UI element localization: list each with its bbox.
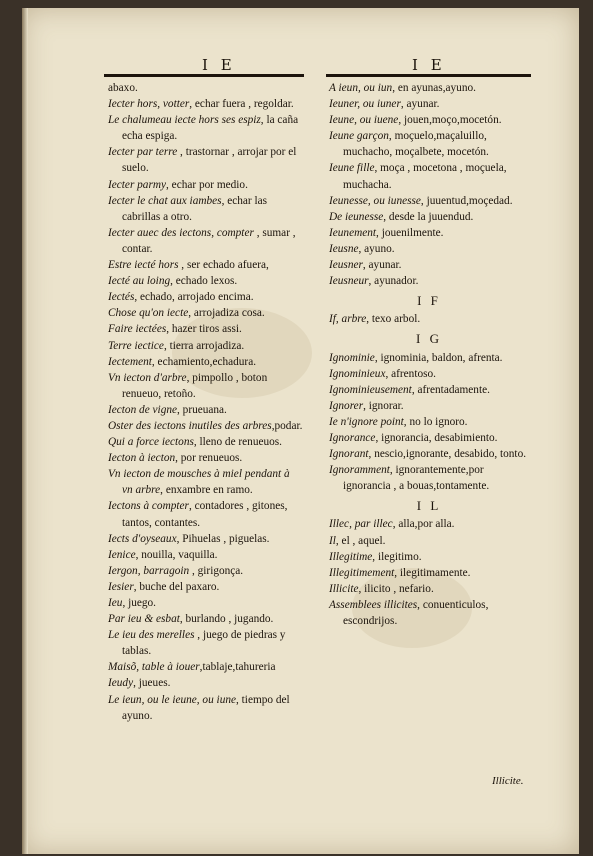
entry-definition: , hazer tiros assi.: [166, 323, 242, 336]
entry-headword: Iergon, barragoin: [108, 564, 190, 577]
entry-headword: Ieusneur: [329, 275, 369, 288]
dictionary-entry: [329, 193, 529, 209]
dictionary-entry: [108, 595, 303, 611]
dictionary-entry: [329, 549, 529, 565]
dictionary-entry: [108, 659, 303, 675]
entry-definition: , tierra arrojadiza.: [163, 339, 245, 352]
entry-headword: Ieune garçon: [329, 130, 389, 143]
dictionary-entry: [108, 321, 303, 337]
dictionary-entry: [108, 257, 303, 273]
entry-headword: Iesier: [108, 580, 134, 593]
entry-definition: ,tablaje,tahureria: [199, 661, 276, 674]
entry-definition: , la caña echa espiga.: [122, 114, 299, 143]
entry-definition: , buche del paxaro.: [133, 580, 220, 593]
entry-headword: A ieun, ou iun: [329, 82, 393, 94]
entry-headword: Illegitime: [329, 550, 373, 563]
entry-definition: , contadores , gitones, tantos, contantes.: [122, 500, 288, 529]
entry-headword: Illegitimement: [329, 566, 395, 579]
entry-definition: , el , aquel.: [335, 534, 386, 547]
right-column: [329, 80, 529, 629]
entry-headword: Oster des iectons inutiles des arbres: [108, 419, 272, 432]
entry-headword: Iectons à compter: [108, 500, 189, 513]
entry-definition: , afrentadamente.: [411, 383, 490, 396]
entry-headword: Ieu: [108, 597, 123, 609]
entry-definition: abaxo.: [108, 82, 138, 94]
entry-definition: , nouilla, vaquilla.: [135, 548, 218, 561]
entry-definition: , afrentoso.: [385, 367, 436, 380]
entry-definition: , texo arbol.: [366, 313, 421, 326]
entry-headword: Ienice: [108, 548, 136, 561]
left-column: [108, 80, 303, 724]
entry-definition: , pimpollo , boton renueuo, retoño.: [122, 371, 268, 400]
entry-definition: , juego.: [122, 597, 157, 609]
dictionary-entry: [329, 257, 529, 273]
entry-definition: , trastornar , arrojar por el suelo.: [122, 146, 297, 175]
entry-definition: , jouenilmente.: [376, 226, 444, 239]
entry-definition: , girigonça.: [189, 564, 244, 577]
entry-definition: , nescio,ignorante, desabido, tonto.: [368, 448, 527, 461]
entry-definition: , lleno de renueuos.: [193, 436, 283, 449]
entry-definition: , ayuno.: [358, 242, 395, 255]
entry-definition: , prueuana.: [177, 403, 227, 416]
entry-definition: , burlando , jugando.: [179, 613, 274, 626]
dictionary-entry: [108, 547, 303, 563]
entry-definition: , echar fuera , regoldar.: [189, 98, 294, 111]
dictionary-entry: [108, 627, 303, 659]
dictionary-entry: [108, 579, 303, 595]
dictionary-entry: [108, 177, 303, 193]
entry-definition: , desde la juuendud.: [383, 210, 474, 223]
entry-definition: , Pihuelas , piguelas.: [176, 532, 270, 545]
dictionary-entry: [329, 597, 529, 629]
entry-definition: , ilegitimamente.: [394, 566, 471, 579]
entry-headword: Iecter le chat aux iambes: [108, 194, 222, 207]
entry-definition: , no lo ignoro.: [403, 415, 468, 428]
dictionary-entry: [329, 565, 529, 581]
entry-headword: Estre iecté hors: [108, 259, 179, 272]
entry-headword: Chose qu'on iecte: [108, 307, 189, 320]
entry-definition: , moçuelo,maçaluillo, muchacho, moçalbete, mocetón.: [343, 130, 489, 159]
dictionary-entry: [329, 209, 529, 225]
section-heading: I L: [416, 498, 442, 514]
entry-headword: Iecton de vigne: [108, 403, 178, 416]
entry-definition: , ayunar.: [362, 259, 402, 272]
entry-headword: If, arbre: [329, 313, 367, 326]
entry-headword: Iectés: [108, 291, 135, 304]
entry-headword: Iectement: [108, 355, 152, 368]
dictionary-entry: [108, 80, 303, 96]
entry-definition: , ignominia, baldon, afrenta.: [374, 351, 503, 364]
dictionary-entry: [329, 414, 529, 430]
entry-headword: Iecter hors, votter: [108, 98, 190, 111]
book-page: [22, 8, 579, 854]
entry-headword: Illicite: [329, 582, 359, 595]
entry-definition: , enxambre en ramo.: [160, 484, 253, 497]
entry-definition: , echar por medio.: [166, 178, 248, 191]
entry-headword: Ignominie: [329, 351, 375, 364]
dictionary-entry: [108, 402, 303, 418]
dictionary-entry: [329, 516, 529, 532]
entry-definition: , ignorancia, desabimiento.: [375, 431, 498, 444]
dictionary-entry: [108, 112, 303, 144]
dictionary-entry: [329, 462, 529, 494]
entry-definition: , alla,por alla.: [392, 518, 455, 531]
entry-headword: Ignorant: [329, 448, 369, 461]
entry-definition: , echado lexos.: [170, 275, 238, 288]
dictionary-entry: [329, 446, 529, 462]
dictionary-entry: [329, 273, 529, 289]
dictionary-entry: [329, 430, 529, 446]
dictionary-entry: [108, 418, 303, 434]
dictionary-entry: [329, 112, 529, 128]
entry-headword: De ieunesse: [329, 210, 384, 223]
dictionary-entry: [329, 311, 529, 327]
dictionary-entry: [108, 498, 303, 530]
entry-headword: Ie n'ignore point: [329, 415, 404, 428]
dictionary-entry: [108, 611, 303, 627]
dictionary-entry: [108, 193, 303, 225]
dictionary-entry: [329, 350, 529, 366]
entry-headword: Ieusne: [329, 242, 359, 255]
entry-definition: , ignorantemente,por ignorancia , a bouas,tontamente.: [343, 464, 490, 493]
entry-definition: , echado, arrojado encima.: [134, 291, 254, 304]
section-heading: I G: [416, 331, 442, 347]
entry-headword: Vn iecton de mousches à miel pendant à vn arbre: [108, 468, 290, 497]
entry-headword: Vn iecton d'arbre: [108, 371, 187, 384]
entry-definition: , sumar , contar.: [122, 226, 296, 255]
entry-definition: , ignorar.: [363, 399, 404, 412]
entry-headword: Il: [329, 534, 336, 547]
entry-headword: Le chalumeau iecte hors ses espiz: [108, 114, 261, 127]
entry-definition: , ilicito , nefario.: [358, 582, 434, 595]
dictionary-entry: [329, 581, 529, 597]
entry-headword: Ieusner: [329, 259, 363, 272]
dictionary-entry: [329, 128, 529, 160]
dictionary-entry: [108, 289, 303, 305]
dictionary-entry: [329, 398, 529, 414]
entry-definition: , ayunar.: [400, 98, 440, 111]
dictionary-entry: [108, 531, 303, 547]
entry-headword: Faire iectées: [108, 323, 167, 336]
entry-headword: Ignominieusement: [329, 383, 412, 396]
entry-definition: , juuentud,moçedad.: [420, 194, 513, 207]
dictionary-entry: [329, 241, 529, 257]
dictionary-entry: [108, 305, 303, 321]
entry-definition: , echamiento,echadura.: [151, 355, 257, 368]
entry-headword: Par ieu & esbat: [108, 613, 180, 626]
dictionary-entry: [108, 450, 303, 466]
entry-headword: Iecton à iecton: [108, 452, 176, 465]
entry-definition: , arrojadiza cosa.: [188, 307, 265, 320]
entry-headword: Ieuner, ou iuner: [329, 98, 401, 111]
running-head-right: I E: [412, 56, 446, 74]
entry-definition: , moça , mocetona , moçuela, muchacha.: [343, 162, 507, 191]
entry-headword: Ieune, ou iuene: [329, 114, 399, 127]
entry-definition: , ser echado afuera,: [178, 259, 269, 272]
dictionary-entry: [108, 563, 303, 579]
entry-definition: , en ayunas,ayuno.: [392, 82, 476, 94]
entry-definition: , ilegitimo.: [372, 550, 422, 563]
dictionary-entry: [108, 692, 303, 724]
entry-headword: Ignorer: [329, 399, 364, 412]
dictionary-entry: [108, 354, 303, 370]
entry-headword: Iects d'oyseaux: [108, 532, 177, 545]
entry-headword: Le ieun, ou le ieune, ou iune: [108, 693, 237, 706]
dictionary-entry: [108, 338, 303, 354]
page-edge-left: [22, 8, 28, 854]
dictionary-entry: [108, 273, 303, 289]
dictionary-entry: [329, 366, 529, 382]
entry-headword: Ieudy: [108, 677, 134, 690]
entry-headword: Qui a force iectons: [108, 436, 194, 449]
dictionary-entry: [329, 80, 529, 96]
entry-headword: Assemblees illicites: [329, 598, 418, 611]
entry-headword: Terre iectice: [108, 339, 164, 352]
entry-headword: Ieune fille: [329, 162, 375, 175]
dictionary-entry: [108, 144, 303, 176]
entry-definition: , juego de piedras y tablas.: [122, 629, 286, 658]
entry-headword: Ieunesse, ou iunesse: [329, 194, 421, 207]
dictionary-entry: [329, 225, 529, 241]
entry-headword: Maisõ, table à iouer: [108, 661, 200, 674]
entry-headword: Iecté au loing: [108, 275, 171, 288]
dictionary-entry: [329, 382, 529, 398]
entry-definition: , tiempo del ayuno.: [122, 693, 290, 722]
section-heading: I F: [417, 293, 441, 309]
dictionary-entry: [329, 160, 529, 192]
dictionary-entry: [108, 434, 303, 450]
entry-headword: Iecter parmy: [108, 178, 167, 191]
dictionary-entry: [329, 96, 529, 112]
entry-headword: Ieunement: [329, 226, 377, 239]
running-head-left: I E: [202, 56, 236, 74]
header-rule-left: [104, 74, 304, 77]
entry-definition: , jueues.: [133, 677, 171, 690]
entry-definition: , por renueuos.: [175, 452, 243, 465]
entry-definition: , ayunador.: [368, 275, 419, 288]
header-rule-right: [326, 74, 531, 77]
entry-headword: Ignominieux: [329, 367, 386, 380]
dictionary-entry: [108, 370, 303, 402]
entry-headword: Iecter auec des iectons, compter: [108, 226, 254, 239]
entry-definition: , jouen,moço,mocetón.: [398, 114, 502, 127]
entry-headword: Illec, par illec: [329, 518, 393, 531]
entry-definition: , conuenticulos, escondrijos.: [343, 598, 489, 627]
entry-definition: , echar las cabrillas a otro.: [122, 194, 268, 223]
catchword: Illicite.: [492, 775, 524, 787]
entry-headword: Le ieu des merelles: [108, 629, 195, 642]
entry-headword: Ignorance: [329, 431, 376, 444]
dictionary-entry: [108, 466, 303, 498]
dictionary-entry: [329, 533, 529, 549]
entry-definition: ,podar.: [271, 419, 303, 432]
dictionary-entry: [108, 96, 303, 112]
entry-headword: Ignoramment: [329, 464, 390, 477]
dictionary-entry: [108, 675, 303, 691]
dictionary-entry: [108, 225, 303, 257]
entry-headword: Iecter par terre: [108, 146, 178, 159]
